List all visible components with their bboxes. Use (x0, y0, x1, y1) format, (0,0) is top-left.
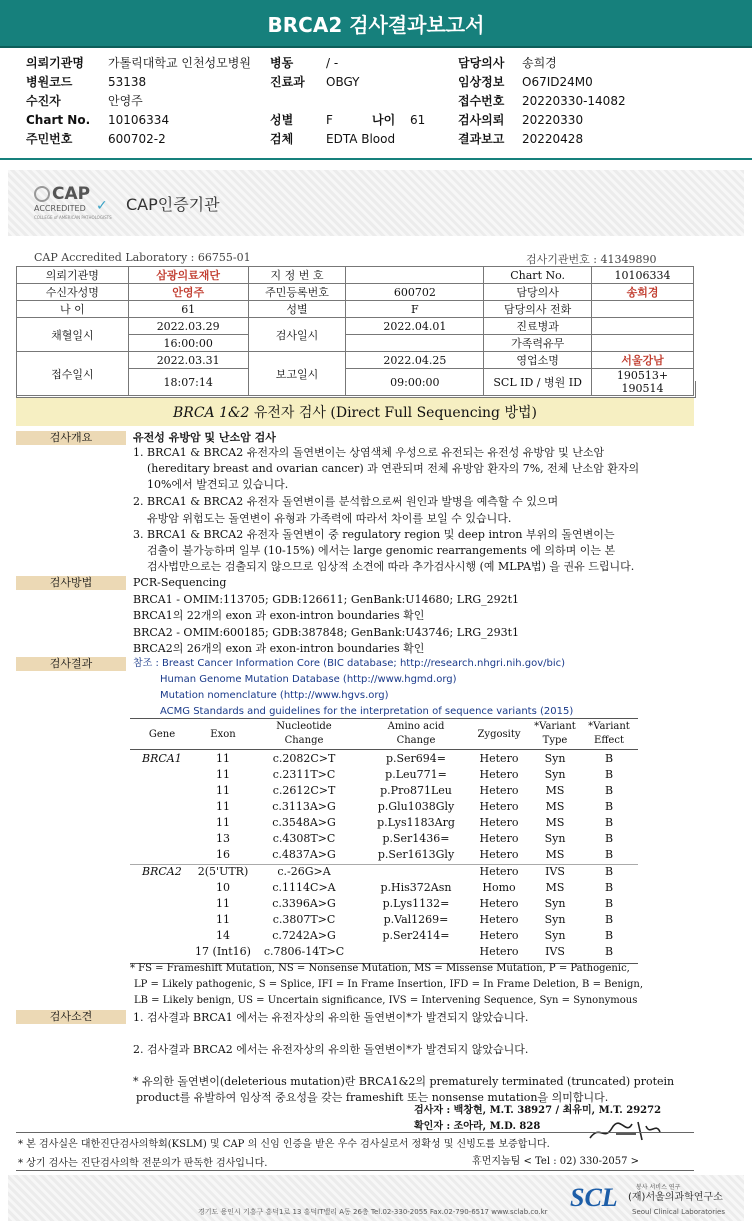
mutation-cell: Hetero (479, 752, 519, 765)
mutation-cell: p.Val1269= (383, 913, 449, 926)
method-line: BRCA2 - OMIM:600185; GDB:387848; GenBank:U43746; LRG_293t1 (133, 626, 520, 639)
method-line: BRCA1 - OMIM:113705; GDB:126611; GenBank:U14680; LRG_292t1 (133, 593, 520, 606)
mutation-cell: Syn (544, 752, 566, 765)
header-key: 병원코드 (26, 75, 73, 89)
scl-eng: Seoul Clinical Laboratories (632, 1208, 725, 1216)
mutation-cell: 11 (216, 784, 230, 797)
info-value: 서울강남 (592, 352, 694, 369)
cap-logo-small: COLLEGE of AMERICAN PATHOLOGISTS (34, 215, 112, 220)
mutation-cell: p.Ser1436= (382, 832, 450, 845)
header-key: 담당의사 (458, 56, 505, 70)
info-label: 담당의사 전화 (484, 301, 592, 318)
opinion-line: 1. 검사결과 BRCA1 에서는 유전자상의 유의한 돌연변이*가 발견되지 않았습니다. (133, 1011, 529, 1024)
info-value: 600702 (346, 284, 484, 301)
scl-tag: 봉사 서비스 연구 (636, 1184, 681, 1191)
mutation-cell: 17 (Int16) (195, 945, 251, 958)
mutation-cell: p.Lys1132= (382, 897, 450, 910)
header-key: 검사의뢰 (458, 113, 505, 127)
overview-head: 유전성 유방암 및 난소암 검사 (133, 431, 276, 444)
info-value (592, 301, 694, 318)
mutation-header-cell: Change (284, 735, 324, 746)
overview-line: 유방암 위험도는 돌연변이 유형과 가족력에 따라서 차이를 보일 수 있습니다. (147, 512, 512, 525)
lab-id: CAP Accredited Laboratory : 66755-01 (34, 251, 251, 264)
note-line: product를 유발하여 임상적 중요성을 갖는 frameshift 또는 nonsense mutation을 의미합니다. (136, 1091, 609, 1104)
test-title (16, 398, 694, 426)
overview-line: 10%에서 발견되고 있습니다. (147, 478, 289, 491)
header-key: 주민번호 (26, 132, 73, 146)
mutation-cell: B (604, 784, 614, 797)
mutation-cell: B (604, 816, 614, 829)
mutation-cell: Hetero (479, 865, 519, 878)
overview-line: 1. BRCA1 & BRCA2 유전자의 돌연변이는 상염색체 우성으로 유전되는 유전성 유방암 및 난소암 (133, 446, 605, 459)
header-value: EDTA Blood (326, 132, 396, 146)
mutation-cell: Syn (544, 832, 566, 845)
patient-info-table (16, 266, 694, 396)
info-label: 주민등록번호 (248, 284, 346, 301)
mutation-cell: Hetero (479, 913, 519, 926)
info-value: 2022.04.01 (346, 318, 484, 335)
mutation-cell: 11 (216, 897, 230, 910)
mutation-cell: B (604, 832, 614, 845)
header-value: F (326, 113, 333, 127)
mutation-cell: Hetero (479, 800, 519, 813)
header-value: / - (326, 56, 339, 70)
mutation-cell: p.Glu1038Gly (377, 800, 455, 813)
mutation-cell: 14 (216, 929, 230, 942)
mutation-cell: p.His372Asn (380, 881, 452, 894)
header-right (458, 54, 626, 149)
info-label: 접수일시 (17, 352, 129, 396)
mutation-header-cell: Type (542, 735, 568, 746)
mutation-cell: p.Ser2414= (382, 929, 450, 942)
mutation-cell: c.2311T>C (272, 768, 336, 781)
mutation-cell: p.Lys1183Arg (377, 816, 455, 829)
info-label: 담당의사 (484, 284, 592, 301)
header-value: 20220428 (522, 132, 584, 146)
info-label: 나 이 (17, 301, 129, 318)
info-value (346, 335, 484, 352)
mutation-cell: Hetero (479, 945, 519, 958)
info-value: 안영주 (128, 284, 248, 301)
info-value (592, 318, 694, 335)
mutation-cell: c.3113A>G (272, 800, 336, 813)
mutation-cell: 2(5'UTR) (197, 865, 249, 878)
mutation-cell: Hetero (479, 784, 519, 797)
info-label: 영업소명 (484, 352, 592, 369)
mutation-cell: Hetero (479, 768, 519, 781)
overview-line: 검출이 불가능하며 일부 (10-15%) 에서는 large genomic rearrangements 에 의하며 이는 본 (147, 544, 616, 557)
info-label: 성별 (248, 301, 346, 318)
mutation-cell: c.7242A>G (272, 929, 336, 942)
note-line: * 유의한 돌연변이(deleterious mutation)란 BRCA1&2의 prematurely terminated (truncated) protein (133, 1075, 675, 1088)
header-value: 20220330-14082 (522, 94, 626, 108)
scl-name: (재)서울의과학연구소 (628, 1192, 723, 1203)
info-label: 의뢰기관명 (17, 267, 129, 284)
mutation-header-cell: Gene (148, 729, 176, 740)
mutation-header-cell: *Variant (588, 721, 630, 732)
info-value (346, 267, 484, 284)
header-value: 600702-2 (108, 132, 166, 146)
ref-line: Mutation nomenclature (http://www.hgvs.org) (160, 690, 389, 701)
mutation-header-cell: Effect (594, 735, 624, 746)
test-title-rest: 유전자 검사 (Direct Full Sequencing 방법) (249, 405, 537, 421)
info-label: 검사일시 (248, 318, 346, 352)
mutation-header-cell: Change (396, 735, 436, 746)
mutation-cell: 11 (216, 768, 230, 781)
mutation-cell: c.7806-14T>C (263, 945, 345, 958)
header-value: 10106334 (108, 113, 170, 127)
mutation-cell: Hetero (479, 848, 519, 861)
header-value: 가톨릭대학교 인천성모병원 (108, 56, 251, 70)
mutation-cell: c.-26G>A (277, 865, 331, 878)
info-value: 삼광의료재단 (128, 267, 248, 284)
mutation-cell: 11 (216, 752, 230, 765)
mutation-cell: c.3548A>G (272, 816, 336, 829)
mutation-cell: c.3396A>G (272, 897, 336, 910)
overview-line: 검사법만으로는 검출되지 않으므로 임상적 소견에 따라 추가검사시행 (예 MLPA법) 을 권유 드립니다. (147, 560, 635, 573)
mutation-table-top-rule (130, 718, 638, 719)
cap-logo (30, 186, 114, 222)
mutation-cell: B (604, 800, 614, 813)
info-value: 10106334 (592, 267, 694, 284)
section-result: 검사결과 (16, 657, 126, 671)
mutation-cell: 10 (216, 881, 230, 894)
contact: 휴먼지놈팀 < Tel : 02) 330-2057 > (472, 1156, 640, 1167)
address: 경기도 용인시 기흥구 흥덕1로 13 흥덕IT밸리 A동 26층 Tel.02-330-2055 Fax.02-790-6517 www.sclab.co.kr (198, 1208, 548, 1216)
footer-rule (16, 1132, 694, 1133)
info-value: 2022.03.31 (128, 352, 248, 369)
cap-logo-sub: ACCREDITED (34, 204, 86, 213)
header-key: 의뢰기관명 (26, 56, 84, 70)
mutation-cell: BRCA1 (142, 752, 182, 765)
header-value: 20220330 (522, 113, 584, 127)
mutation-cell: BRCA2 (142, 865, 182, 878)
mutation-cell: 16 (216, 848, 230, 861)
ref-line: Human Genome Mutation Database (http://www.hgmd.org) (160, 674, 457, 685)
method-line: BRCA1의 22개의 exon 과 exon-intron boundaries 확인 (133, 609, 425, 622)
mutation-cell: B (604, 929, 614, 942)
header-key: 검체 (270, 132, 294, 146)
opinion-line: 2. 검사결과 BRCA2 에서는 유전자상의 유의한 돌연변이*가 발견되지 않았습니다. (133, 1043, 529, 1056)
info-value: 16:00:00 (128, 335, 248, 352)
mutation-header-cell: Zygosity (477, 729, 521, 740)
table-spacer (16, 381, 696, 398)
test-title-gene: BRCA 1&2 (173, 405, 250, 421)
mutation-cell: B (604, 752, 614, 765)
age-value: 61 (410, 113, 426, 127)
header-divider (0, 158, 752, 160)
mutation-cell: c.4308T>C (272, 832, 336, 845)
mutation-cell: Syn (544, 897, 566, 910)
mutation-cell: Homo (482, 881, 516, 894)
overview-line: 3. BRCA1 & BRCA2 유전자 돌연변이 중 regulatory region 및 deep intron 부위의 돌연변이는 (133, 528, 615, 541)
header-value: 안영주 (108, 94, 143, 108)
mutation-cell: MS (545, 784, 565, 797)
footnote: * 상기 검사는 진단검사의학 전문의가 판독한 검사입니다. (18, 1158, 268, 1169)
legend-line: LB = Likely benign, US = Uncertain significance, IVS = Intervening Sequence, Syn = Synonymous (134, 995, 638, 1006)
ref-line: ACMG Standards and guidelines for the interpretation of sequence variants (2015) (160, 706, 574, 717)
section-opinion: 검사소견 (16, 1010, 126, 1024)
info-value: 18:07:14 (128, 369, 248, 396)
mutation-cell: c.3807T>C (272, 913, 336, 926)
info-label: 보고일시 (248, 352, 346, 396)
header-key: Chart No. (26, 113, 91, 127)
mutation-cell: c.2612C>T (272, 784, 336, 797)
footer-band (8, 1175, 744, 1221)
header-key: 수진자 (26, 94, 61, 108)
header-key: 성별 (270, 113, 294, 127)
method-line: PCR-Sequencing (133, 576, 227, 589)
header-value: 53138 (108, 75, 147, 89)
header-mid (270, 54, 425, 149)
mutation-header-cell: Nucleotide (276, 721, 332, 732)
scl-logo: SCL (570, 1183, 618, 1212)
footnote: * 본 검사실은 대한진단검사의학회(KSLM) 및 CAP 의 신임 인증을 받은 우수 검사실로서 정확성 및 신빙도를 보증합니다. (18, 1139, 550, 1150)
check-icon: ✓ (96, 198, 108, 214)
header-key: 병동 (270, 56, 294, 70)
mutation-cell: c.4837A>G (272, 848, 336, 861)
mutation-header-cell: *Variant (534, 721, 576, 732)
overview-line: (hereditary breast and ovarian cancer) 과 연관되며 전체 유방암 환자의 7%, 전체 난소암 환자의 (147, 462, 640, 475)
info-label: 수신자성명 (17, 284, 129, 301)
info-label: 지 정 번 호 (248, 267, 346, 284)
mutation-cell: MS (545, 881, 565, 894)
info-value: 190513+ 190514 (592, 369, 694, 396)
mutation-cell: p.Leu771= (385, 768, 447, 781)
mutation-cell: Syn (544, 929, 566, 942)
mutation-cell: IVS (545, 865, 565, 878)
footer-rule-2 (16, 1170, 694, 1171)
info-label: 가족력유무 (484, 335, 592, 352)
mutation-cell: Hetero (479, 832, 519, 845)
mutation-cell: Syn (544, 768, 566, 781)
info-label: 채혈일시 (17, 318, 129, 352)
header-value: OBGY (326, 75, 360, 89)
mutation-cell: p.Ser1613Gly (377, 848, 455, 861)
info-label: SCL ID / 병원 ID (484, 369, 592, 396)
mutation-cell: MS (545, 816, 565, 829)
info-label: 진료병과 (484, 318, 592, 335)
mutation-cell: Hetero (479, 929, 519, 942)
mutation-cell: MS (545, 800, 565, 813)
mutation-cell: B (604, 945, 614, 958)
mutation-cell: MS (545, 848, 565, 861)
legend-line: * FS = Frameshift Mutation, NS = Nonsense Mutation, MS = Missense Mutation, P = Pathogenic, (130, 963, 630, 974)
mutation-cell: B (604, 865, 614, 878)
ref-line: 참조 : Breast Cancer Information Core (BIC database; http://research.nhgri.nih.gov/bic) (133, 658, 566, 669)
info-value (592, 335, 694, 352)
mutation-cell: c.2082C>T (272, 752, 336, 765)
mutation-cell: p.Ser694= (385, 752, 447, 765)
mutation-cell: c.1114C>A (272, 881, 336, 894)
mutation-cell: B (604, 881, 614, 894)
mutation-cell: B (604, 848, 614, 861)
info-value: 09:00:00 (346, 369, 484, 396)
mutation-cell: B (604, 913, 614, 926)
overview-line: 2. BRCA1 & BRCA2 유전자 돌연변이를 분석함으로써 원인과 발병을 예측할 수 있으며 (133, 495, 559, 508)
mutation-cell: B (604, 768, 614, 781)
cap-logo-text: CAP (52, 184, 91, 204)
header-key: 임상정보 (458, 75, 505, 89)
report-title: BRCA2 검사결과보고서 (0, 0, 752, 48)
header-value: O67ID24M0 (522, 75, 593, 89)
cap-label: CAP인증기관 (126, 195, 220, 214)
header-key: 결과보고 (458, 132, 505, 146)
header-key: 진료과 (270, 75, 305, 89)
legend-line: LP = Likely pathogenic, S = Splice, IFI = In Frame Insertion, IFD = In Frame Deletion, B = Benign, (134, 979, 644, 990)
section-overview: 검사개요 (16, 431, 126, 445)
mutation-cell: B (604, 897, 614, 910)
method-line: BRCA2의 26개의 exon 과 exon-intron boundaries 확인 (133, 642, 425, 655)
header-value: 송희경 (522, 56, 557, 70)
info-value: 송희경 (592, 284, 694, 301)
mutation-cell: Hetero (479, 897, 519, 910)
mutation-cell: Syn (544, 913, 566, 926)
confirmer: 확인자 : 조아라, M.D. 828 (414, 1121, 541, 1132)
info-value: 61 (128, 301, 248, 318)
exam-no: 검사기관번호 : 41349890 (526, 253, 657, 266)
info-value: F (346, 301, 484, 318)
mutation-cell: 13 (216, 832, 230, 845)
mutation-cell: IVS (545, 945, 565, 958)
info-value: 2022.03.29 (128, 318, 248, 335)
header-left (26, 54, 251, 149)
mutation-cell: 11 (216, 800, 230, 813)
mutation-cell: 11 (216, 816, 230, 829)
examiner: 검사자 : 백창현, M.T. 38927 / 최유미, M.T. 29272 (414, 1105, 662, 1116)
signature (586, 1116, 666, 1144)
mutation-header-cell: Amino acid (387, 721, 445, 732)
mutation-header-rule (130, 749, 638, 750)
mutation-cell: Hetero (479, 816, 519, 829)
header-key: 접수번호 (458, 94, 505, 108)
mutation-cell: 11 (216, 913, 230, 926)
mutation-cell: p.Pro871Leu (380, 784, 452, 797)
age-key: 나이 (372, 113, 396, 127)
info-label: Chart No. (484, 267, 592, 284)
cap-banner (8, 170, 744, 236)
gene-divider (130, 864, 638, 865)
info-value: 2022.04.25 (346, 352, 484, 369)
section-method: 검사방법 (16, 576, 126, 590)
mutation-header-cell: Exon (210, 729, 236, 740)
